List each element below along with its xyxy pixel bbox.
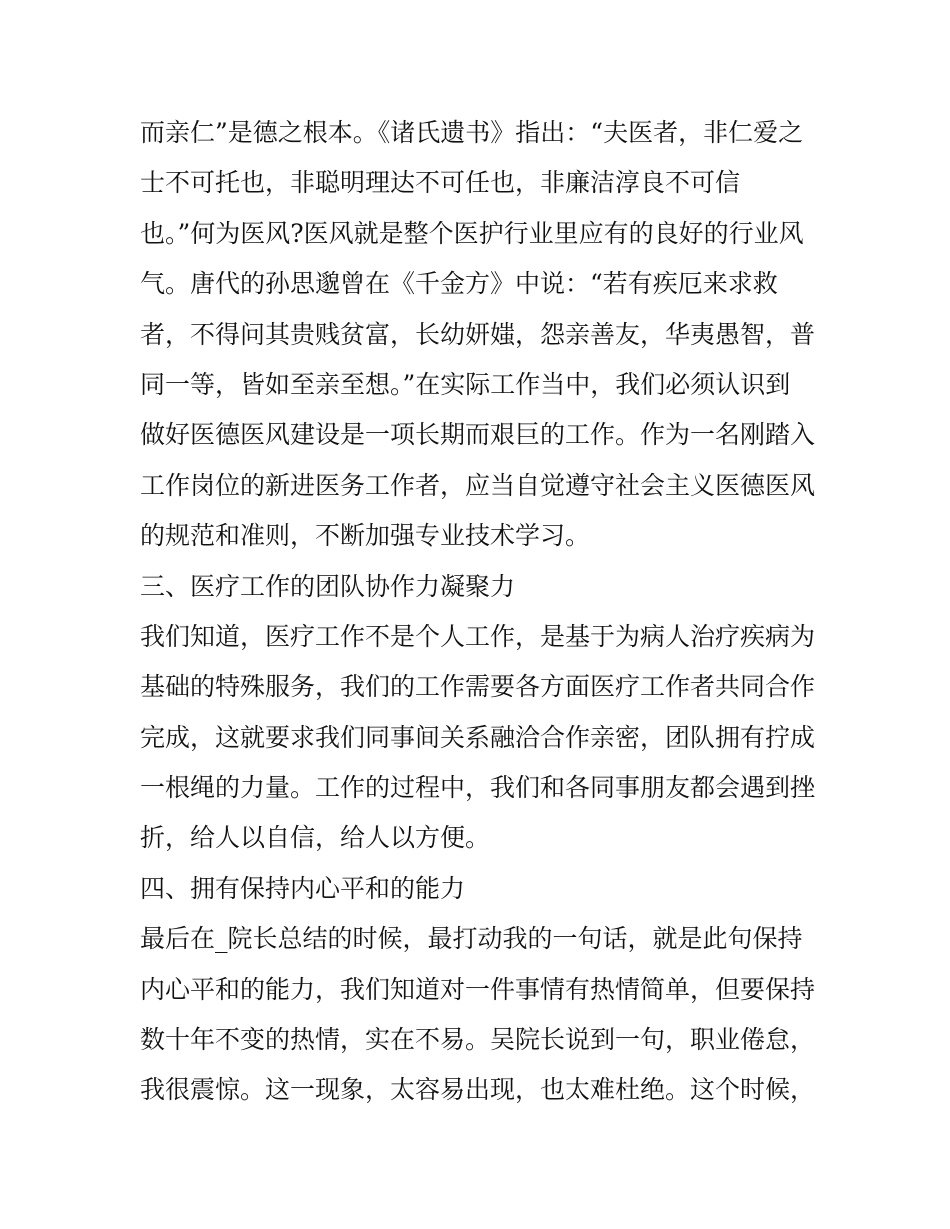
text-line: 而亲仁”是德之根本。《诸氏遗书》指出：“夫医者，非仁爱之 [140,118,804,147]
text-line: 基础的特殊服务，我们的工作需要各方面医疗工作者共同合作 [140,672,816,702]
document-body [140,108,820,1116]
text-line: 者，不得问其贵贱贫富，长幼妍媸，怨亲善友，华夷愚智，普 [140,319,816,349]
text-line: 我很震惊。这一现象，太容易出现，也太难杜绝。这个时候， [140,1075,816,1105]
text-line: 完成，这就要求我们同事间关系融洽合作亲密，团队拥有拧成 [140,722,816,752]
text-line: 折，给人以自信，给人以方便。 [140,823,491,853]
text-line: 同一等，皆如至亲至想。”在实际工作当中，我们必须认识到 [140,369,791,399]
text-line: 我们知道，医疗工作不是个人工作，是基于为病人治疗疾病为 [140,621,816,651]
text-line: 士不可托也，非聪明理达不可任也，非廉洁淳良不可信 [140,168,741,198]
text-line: 工作岗位的新进医务工作者，应当自觉遵守社会主义医德医风 [140,470,816,500]
text-line: 最后在_院长总结的时候，最打动我的一句话，就是此句保持 [140,924,803,954]
section-heading-3: 三、医疗工作的团队协作力凝聚力 [140,571,516,601]
text-line: 做好医德医风建设是一项长期而艰巨的工作。作为一名刚踏入 [140,420,816,450]
text-line: 的规范和准则，不断加强专业技术学习。 [140,521,591,551]
section-heading-4: 四、拥有保持内心平和的能力 [140,873,466,903]
text-line: 一根绳的力量。工作的过程中，我们和各同事朋友都会遇到挫 [140,773,816,803]
text-line: 内心平和的能力，我们知道对一件事情有热情简单，但要保持 [140,974,816,1004]
text-line: 数十年不变的热情，实在不易。吴院长说到一句，职业倦怠， [140,1025,816,1055]
text-line: 气。唐代的孙思邈曾在《千金方》中说：“若有疾厄来求救 [140,269,778,299]
text-line: 也。”何为医风?医风就是整个医护行业里应有的良好的行业风 [140,218,804,248]
